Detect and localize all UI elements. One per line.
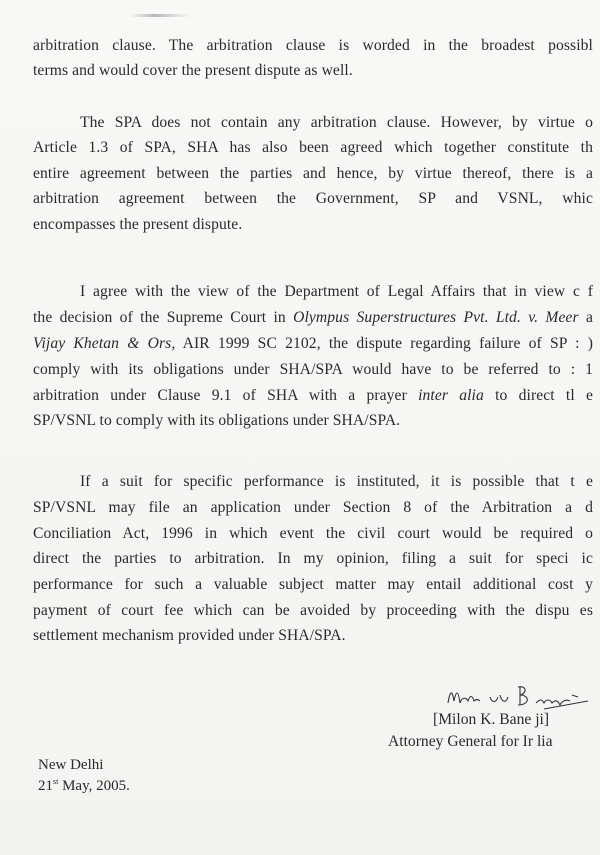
- paragraph-4-line-1: If a suit for specific performance is instituted, it is possible that t e: [80, 473, 593, 490]
- paragraph-2-line-4: arbitration agreement between the Government, SP and VSNL, whic: [33, 190, 593, 207]
- paragraph-4-line-6: payment of court fee which can be avoided by proceeding with the dispu es: [33, 602, 593, 619]
- line-text: the decision of the Supreme Court in: [33, 309, 294, 326]
- paragraph-3-line-3: [33, 336, 593, 352]
- paragraph-4-line-4: direct the parties to arbitration. In my opinion, filing a suit for speci ic: [33, 550, 593, 567]
- date-rest: May, 2005.: [58, 778, 130, 794]
- signatory-title: Attorney General for Ir lia: [388, 733, 553, 750]
- paragraph-3-line-2: [33, 310, 593, 326]
- paragraph-4-line-2: SP/VSNL may file an application under Section 8 of the Arbitration a d: [33, 499, 593, 516]
- latin-term: inter alia: [418, 387, 484, 404]
- paragraph-2-line-1: The SPA does not contain any arbitration clause. However, by virtue o: [80, 114, 593, 131]
- paragraph-1-line-1: arbitration clause. The arbitration clause is worded in the broadest possibl: [33, 37, 593, 54]
- paragraph-3-line-5: [33, 388, 593, 404]
- paragraph-3-line-1: I agree with the view of the Department of Legal Affairs that in view c f: [80, 283, 593, 300]
- paragraph-1-line-2: terms and would cover the present dispute as well.: [33, 62, 353, 79]
- case-citation: Vijay Khetan & Ors: [33, 335, 172, 352]
- line-text: a: [578, 309, 593, 326]
- date-suffix: st: [53, 777, 59, 786]
- paragraph-2-line-2: Article 1.3 of SPA, SHA has also been agreed which together constitute th: [33, 139, 593, 156]
- line-text: to direct tl e: [483, 387, 594, 404]
- signatory-name: [Milon K. Bane ji]: [433, 711, 550, 728]
- handwritten-signature: [446, 683, 596, 713]
- paragraph-3-line-6: SP/VSNL to comply with its obligations under SHA/SPA.: [33, 412, 401, 429]
- paragraph-3-line-4: comply with its obligations under SHA/SPA would have to be referred to : 1: [33, 361, 593, 378]
- date: [38, 777, 130, 795]
- signature-drawing: [446, 683, 596, 713]
- line-text: , AIR 1999 SC 2102, the dispute regarding failure of SP : ): [171, 335, 593, 352]
- case-citation: Olympus Superstructures Pvt. Ltd. v. Meer: [293, 309, 579, 326]
- paragraph-4-line-5: performance for such a valuable subject matter may entail additional cost y: [33, 576, 593, 593]
- scan-artifact: [130, 14, 190, 17]
- paragraph-2-line-5: encompasses the present dispute.: [33, 216, 243, 233]
- place: New Delhi: [38, 757, 104, 773]
- paragraph-4-line-3: Conciliation Act, 1996 in which event the civil court would be required o: [33, 525, 593, 542]
- date-day: 21: [38, 778, 53, 794]
- paragraph-4-line-7: settlement mechanism provided under SHA/SPA.: [33, 627, 346, 644]
- paragraph-2-line-3: entire agreement between the parties and hence, by virtue thereof, there is a: [33, 165, 593, 182]
- line-text: arbitration under Clause 9.1 of SHA with a prayer: [33, 387, 419, 404]
